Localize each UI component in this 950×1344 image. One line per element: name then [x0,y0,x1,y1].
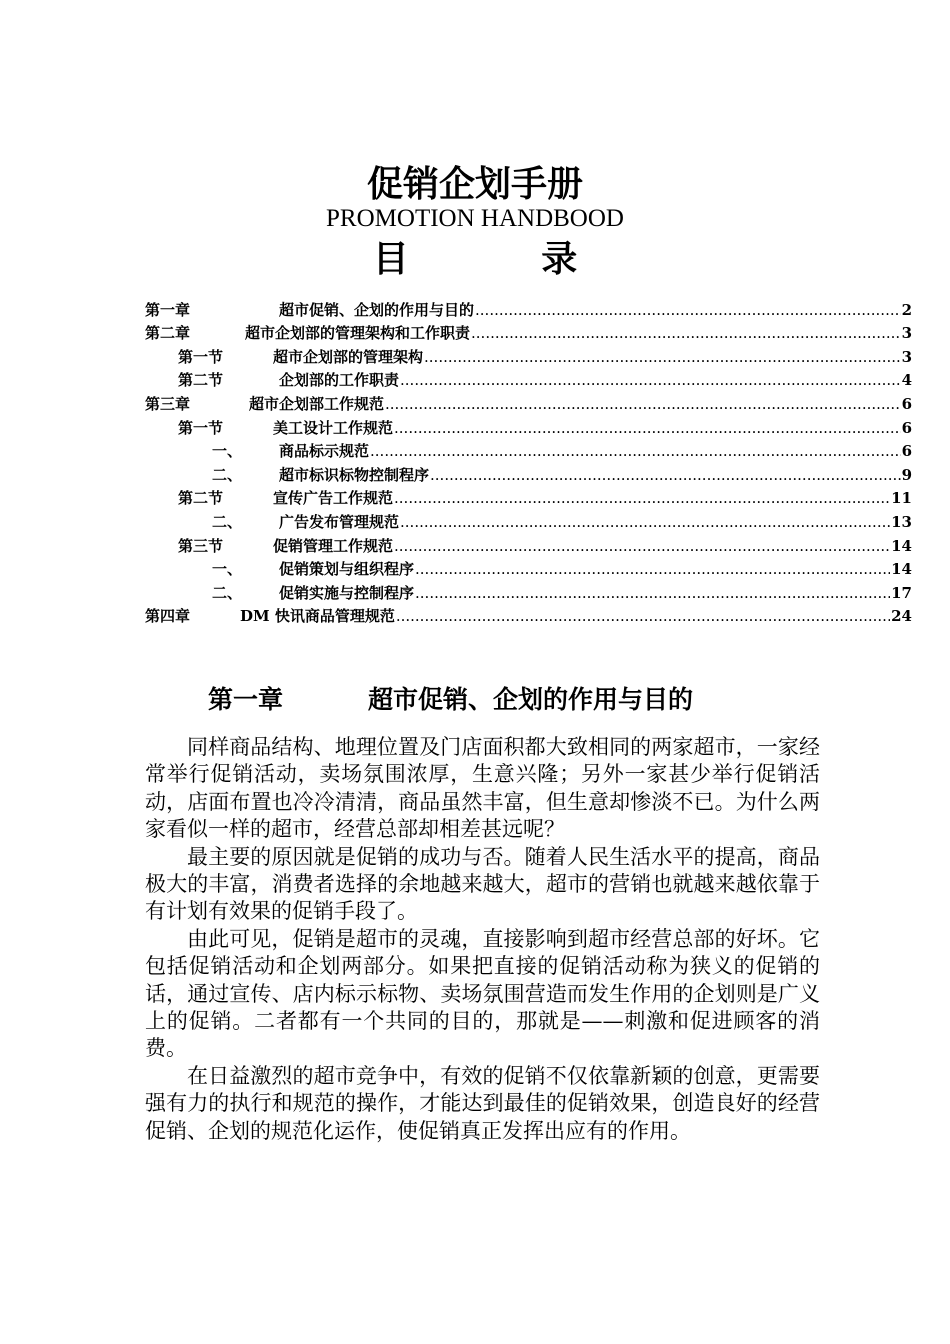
toc-leader-dots [385,394,901,414]
toc-entry-page: 24 [891,607,912,626]
toc-entry-page: 3 [901,324,912,343]
toc-entry-title: 超市企划部的管理架构和工作职责 [245,324,471,343]
toc-leader-dots [394,418,901,438]
toc-heading: 目 录 [372,238,638,280]
toc-entry-page: 3 [901,347,912,366]
body-paragraph: 由此可见，促销是超市的灵魂，直接影响到超市经营总部的好坏。它包括促销活动和企划两部分。如果把直接的促销活动称为狭义的促销的话，通过宣传、店内标示标物、卖场氛围营造而发生作用的企划则是广义上的促销。二者都有一个共同的目的，那就是——刺激和促进顾客的消费。 [145,926,820,1061]
toc-entry-title: DM 快讯商品管理规范 [240,607,395,626]
toc-entry-title: 广告发布管理规范 [279,512,400,531]
toc-entry-title: 美工设计工作规范 [273,418,394,437]
document-title: 促销企划手册 [366,163,583,205]
toc-entry-title: 促销实施与控制程序 [279,583,415,602]
toc-entry[interactable] [145,556,912,580]
toc-leader-dots [400,512,890,532]
toc-entry[interactable] [145,320,912,344]
toc-entry-number: 二、 [212,512,243,531]
toc-entry-number: 第一章 [145,300,191,319]
toc-leader-dots [400,370,901,390]
toc-entry-number: 第二章 [145,324,191,343]
body-paragraph: 最主要的原因就是促销的成功与否。随着人民生活水平的提高，商品极大的丰富，消费者选择的余地越来越大，超市的营销也就越来越依靠于有计划有效果的促销手段了。 [145,844,820,924]
toc-entry-page: 14 [891,536,912,555]
toc-entry[interactable] [145,343,912,367]
toc-entry-page: 11 [891,489,912,508]
toc-leader-dots [394,488,890,508]
toc-leader-dots [424,347,901,367]
toc-entry-title: 宣传广告工作规范 [273,489,394,508]
table-of-contents [145,296,912,626]
toc-entry-title: 企划部的工作职责 [279,371,400,390]
toc-entry[interactable] [145,438,912,462]
body-paragraph: 同样商品结构、地理位置及门店面积都大致相同的两家超市，一家经常举行促销活动，卖场氛围浓厚，生意兴隆；另外一家甚少举行促销活动，店面布置也冷冷清清，商品虽然丰富，但生意却惨淡不已。为什么两家看似一样的超市，经营总部却相差甚远呢？ [145,735,820,842]
toc-entry-title: 超市促销、企划的作用与目的 [279,300,475,319]
toc-entry-number: 二、 [212,583,243,602]
toc-entry-number: 第二节 [178,489,224,508]
toc-leader-dots [394,536,890,556]
toc-entry[interactable] [145,414,912,438]
toc-entry-page: 14 [891,560,912,579]
toc-entry-page: 17 [891,583,912,602]
toc-entry-title: 超市标识标物控制程序 [279,465,430,484]
toc-entry[interactable] [145,461,912,485]
toc-entry[interactable] [145,296,912,320]
document-subtitle: PROMOTION HANDBOOD [326,205,624,232]
toc-leader-dots [415,583,890,603]
chapter-number: 第一章 [208,685,284,714]
toc-entry-number: 第三章 [145,394,191,413]
toc-entry-number: 一、 [212,442,243,461]
chapter-body [145,734,820,1145]
toc-entry-number: 第一节 [178,418,224,437]
toc-leader-dots [430,465,901,485]
chapter-heading [208,680,808,720]
toc-entry[interactable] [145,579,912,603]
toc-entry[interactable] [145,485,912,509]
toc-entry-number: 第三节 [178,536,224,555]
toc-entry[interactable] [145,532,912,556]
toc-entry-title: 超市企划部工作规范 [249,394,385,413]
toc-entry-page: 4 [901,371,912,390]
toc-entry-page: 9 [901,465,912,484]
toc-entry-title: 商品标示规范 [279,442,370,461]
toc-entry-number: 第四章 [145,607,191,626]
toc-leader-dots [475,300,901,320]
toc-entry[interactable] [145,367,912,391]
toc-entry-title: 超市企划部的管理架构 [273,347,424,366]
toc-entry-number: 一、 [212,560,243,579]
toc-leader-dots [396,606,890,626]
toc-entry[interactable] [145,603,912,627]
toc-entry-page: 6 [901,394,912,413]
toc-entry-page: 6 [901,442,912,461]
toc-entry[interactable] [145,390,912,414]
toc-leader-dots [370,441,901,461]
body-paragraph: 在日益激烈的超市竞争中，有效的促销不仅依靠新颖的创意，更需要强有力的执行和规范的操作，才能达到最佳的促销效果，创造良好的经营促销、企划的规范化运作，使促销真正发挥出应有的作用。 [145,1063,820,1143]
toc-entry-number: 二、 [212,465,243,484]
toc-entry-number: 第二节 [178,371,224,390]
chapter-title: 超市促销、企划的作用与目的 [368,685,694,714]
toc-entry-number: 第一节 [178,347,224,366]
toc-entry-page: 6 [901,418,912,437]
toc-entry-title: 促销管理工作规范 [273,536,394,555]
toc-entry-page: 2 [901,300,912,319]
toc-entry-page: 13 [891,512,912,531]
toc-entry[interactable] [145,508,912,532]
toc-entry-title: 促销策划与组织程序 [279,560,415,579]
toc-leader-dots [471,323,901,343]
toc-leader-dots [415,559,890,579]
